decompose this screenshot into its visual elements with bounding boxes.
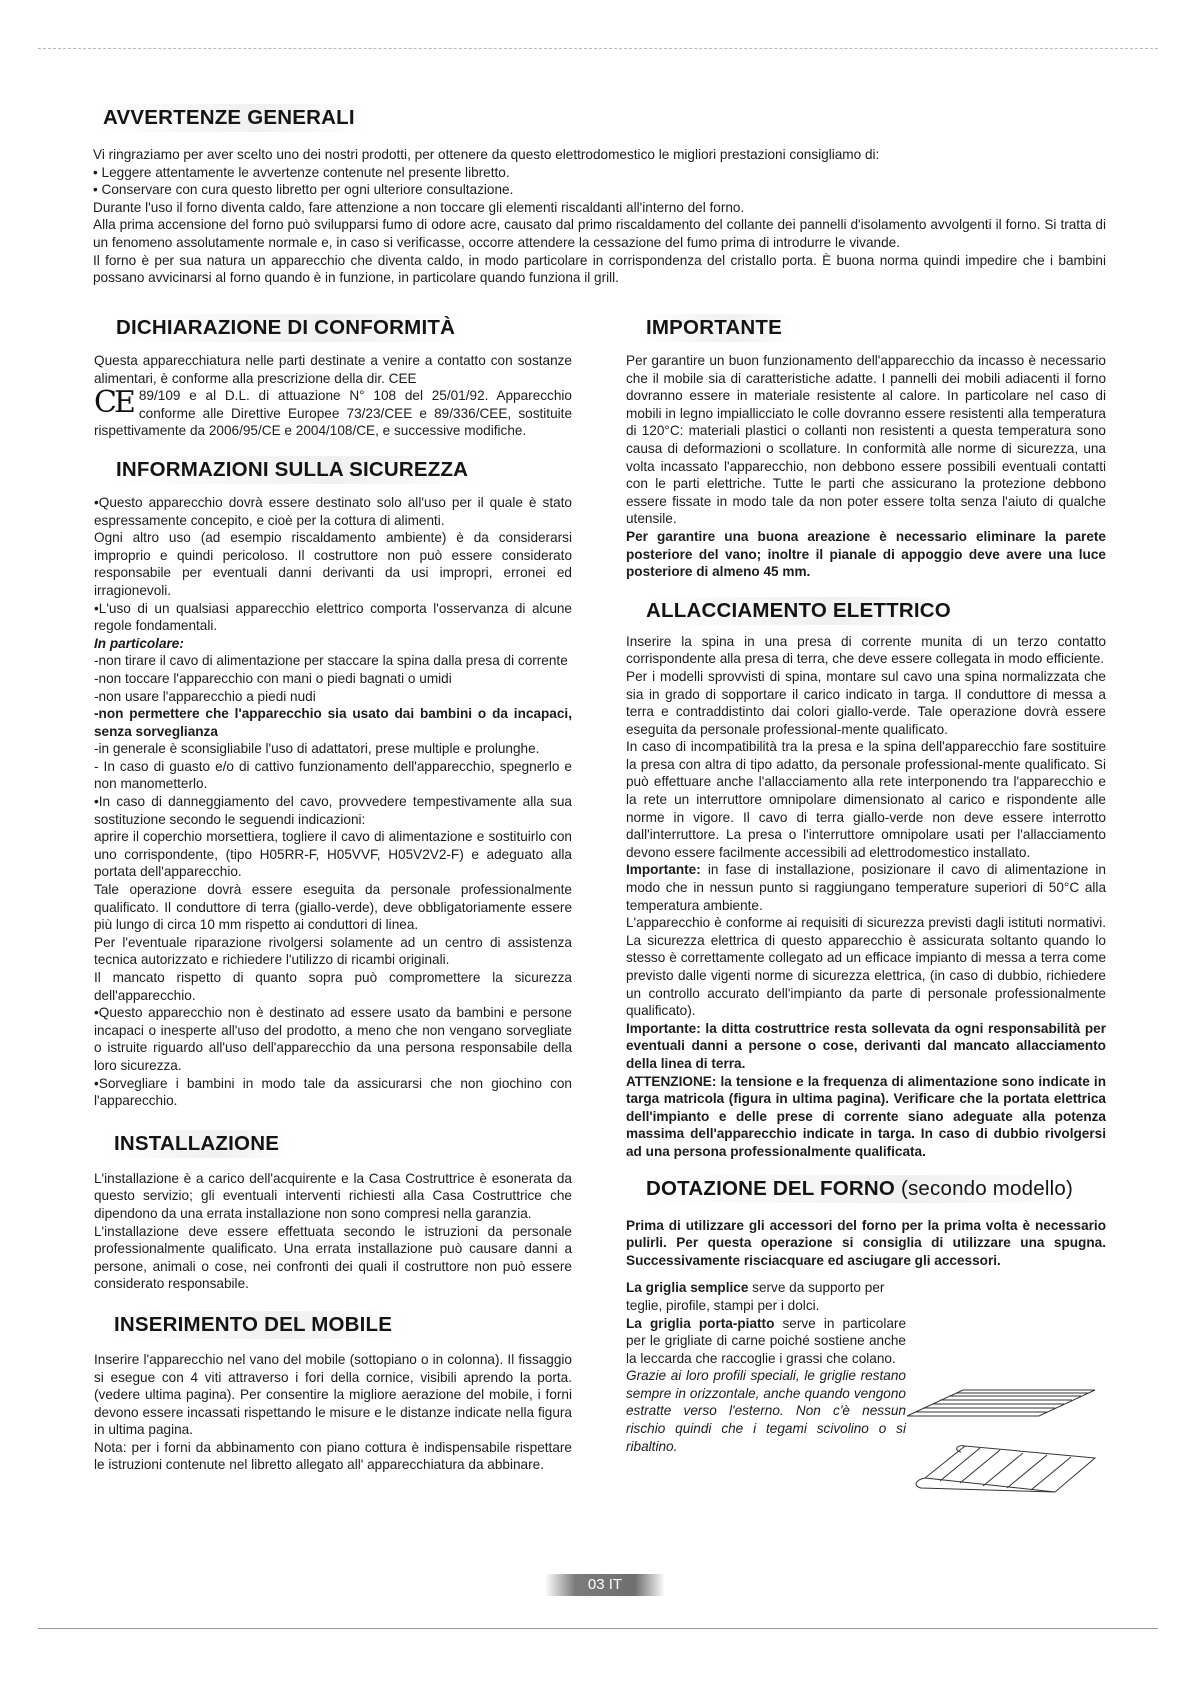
- ce-mark-icon: CE: [94, 385, 133, 421]
- sicurezza-text-bold: -non permettere che l'apparecchio sia usato dai bambini o da incapaci, senza sorveglianza: [94, 706, 572, 739]
- sicurezza-text: •In caso di danneggiamento del cavo, provvedere tempestivamente alla sua sostituzione secondo le seguendi indicazioni:: [94, 794, 572, 827]
- installazione-title: INSTALLAZIONE: [106, 1130, 572, 1158]
- dish-rack-icon: [916, 1446, 1095, 1492]
- avvertenze-line: Il forno è per sua natura un apparecchio che diventa caldo, in modo particolare in corrispondenza del cristallo porta. È buona norma quindi impedire che i bambini possano avvicinarsi al forno quando è in funzione, in particolare quando funziona il grill.: [93, 252, 1106, 286]
- avvertenze-line: • Conservare con cura questo libretto per ogni ulteriore consultazione.: [93, 182, 514, 198]
- dotazione-griglia-porta-piatto: La griglia porta-piatto serve in particolare per le grigliate di carne poiché sostiene anche la leccarda che raccoglie i grassi che colano.: [626, 1315, 907, 1366]
- importante-text-bold: Per garantire una buona areazione è necessario eliminare la parete posteriore del vano; inoltre il pianale di appoggio deve avere una luce posteriore di almeno 45 mm.: [626, 528, 1106, 580]
- sicurezza-text: •Questo apparecchio non è destinato ad essere usato da bambini e persone incapaci o inesperte all'uso del prodotto, a meno che non vengano sorvegliate o istruite riguardo all'uso dell'apparecchio da una persona responsabile della loro sicurezza.: [94, 1005, 572, 1073]
- sicurezza-text: •Sorvegliare i bambini in modo tale da assicurarsi che non giochino con l'apparecchio.: [94, 1075, 572, 1109]
- installazione-text: L'installazione deve essere effettuata secondo le istruzioni da personale professionalmente qualificato. Una errata installazione può causare danni a persone, animali o cose, nei confronti dei quali il costruttore non può essere considerato responsabile.: [94, 1223, 572, 1292]
- dichiarazione-ce: CE 89/109 e al D.L. di attuazione N° 108 del 25/01/92. Apparecchio conforme alle Direttive Europee 73/23/CEE e 89/336/CEE, sostituite rispettivamente da 2006/95/CE e 2004/108/CE, e successive modifiche.: [94, 385, 572, 439]
- allacciamento-title: ALLACCIAMENTO ELETTRICO: [638, 597, 1106, 625]
- inserimento-title: INSERIMENTO DEL MOBILE: [106, 1311, 572, 1339]
- sicurezza-text: Per l'eventuale riparazione rivolgersi solamente ad un centro di assistenza tecnica autorizzato e richiedere l'utilizzo di ricambi originali.: [94, 934, 572, 968]
- allacciamento-attenzione: ATTENZIONE: la tensione e la frequenza di alimentazione sono indicate in targa matricola (figura in ultima pagina). Verificare che la portata elettrica dell'impianto e delle prese di corrente siano adeguate alla potenza massima dell'apparecchio indicate in targa. In caso di dubbio rivolgersi ad una persona professionalmente qualificata.: [626, 1073, 1106, 1159]
- sicurezza-text: •Questo apparecchio dovrà essere destinato solo all'uso per il quale è stato espressamente concepito, e cioè per la cottura di alimenti.: [94, 494, 572, 528]
- allacciamento-text: Inserire la spina in una presa di corrente munita di un terzo contatto corrispondente alla presa di terra, che deve essere collegata in modo efficiente.: [626, 633, 1106, 667]
- installazione-text: L'installazione è a carico dell'acquirente e la Casa Costruttrice è esonerata da questo servizio; gli eventuali interventi richiesti alla Casa Costruttrice che dipendono da una errata installazione non sono compresi nella garanzia.: [94, 1170, 572, 1221]
- sicurezza-text: -non toccare l'apparecchio con mani o piedi bagnati o umidi: [94, 670, 452, 686]
- right-column: [626, 314, 1106, 1455]
- bottom-rule: [38, 1628, 1158, 1629]
- inserimento-text: Inserire l'apparecchio nel vano del mobile (sottopiano o in colonna). Il fissaggio si esegue con 4 viti attraverso i fori della cornice, visibili aprendo la porta.(vedere ultima pagina). Per consentire la migliore aerazione del mobile, i forni devono essere incassati rispettando le misure e le distanze indicate nella figura in ultima pagina.: [94, 1351, 572, 1438]
- importante-text: Per garantire un buon funzionamento dell'apparecchio da incasso è necessario che il mobile sia di caratteristiche adatte. I pannelli dei mobili adiacenti il forno dovranno essere in materiale resistente al calore. In particolare nel caso di mobili in legno impiallicciato le colle dovranno essere resistenti alla temperatura di 120°C: materiali plastici o collanti non resistenti a questa temperatura sono causa di deformazioni o scollature. In conformità alle norme di sicurezza, una volta incassato l'apparecchio, non debbono essere possibili eventuali contatti con le parti elettriche. Tutte le parti che assicurano la protezione debbono essere fissate in modo tale da non poter essere tolta senza l'aiuto di qualche utensile.: [626, 353, 1106, 527]
- left-column: [94, 314, 572, 1474]
- sicurezza-text: -in generale è sconsigliabile l'uso di adattatori, prese multiple e prolunghe.: [94, 741, 540, 757]
- dotazione-intro: Prima di utilizzare gli accessori del forno per la prima volta è necessario pulirli. Per questa operazione si consiglia di utilizzare una spugna. Successivamente risciacquare ed asciugare gli accessori.: [626, 1217, 1106, 1268]
- dichiarazione-intro: Questa apparecchiatura nelle parti destinate a venire a contatto con sostanze alimentari, è conforme alla prescrizione della dir. CEE: [94, 353, 572, 386]
- sicurezza-text: aprire il coperchio morsettiera, togliere il cavo di alimentazione e sostituirlo con uno corrispondente, (tipo H05RR-F, H05VVF, H05V2V2-F) e adeguato alla portata dell'apparecchio.: [94, 829, 572, 880]
- avvertenze-line: Vi ringraziamo per aver scelto uno dei nostri prodotti, per ottenere da questo elettrodomestico le migliori prestazioni consigliamo di:: [93, 147, 880, 162]
- importante-title: IMPORTANTE: [638, 314, 1106, 342]
- inserimento-text: Nota: per i forni da abbinamento con piano cottura è indispensabile rispettare le istruzioni contenute nel libretto allegato all' apparecchiatura da abbinare.: [94, 1439, 572, 1473]
- sicurezza-text: Il mancato rispetto di quanto sopra può compromettere la sicurezza dell'apparecchio.: [94, 970, 572, 1003]
- dotazione-title: DOTAZIONE DEL FORNO (secondo modello): [638, 1175, 1106, 1203]
- oven-racks-illustration: [905, 1388, 1105, 1498]
- avvertenze-line: Durante l'uso il forno diventa caldo, fare attenzione a non toccare gli elementi riscaldanti all'interno del forno.: [93, 199, 745, 215]
- allacciamento-text: In caso di incompatibilità tra la presa e la spina dell'apparecchio fare sostituire la presa con altra di tipo adatto, da personale professional-mente qualificato. Si può effettuare anche l'allacciamento alla rete interponendo tra l'apparecchio e la rete un interruttore omnipolare dimensionato al carico e rispondente alle norme in vigore. Il cavo di terra giallo-verde non deve essere interrotto dall'interruttore. La presa o l'interruttore omnipolare usati per l'allacciamento devono essere facilmente accessibili ad elettrodomestico installato.: [626, 739, 1106, 860]
- avvertenze-line: • Leggere attentamente le avvertenze contenute nel presente libretto.: [93, 164, 510, 180]
- sicurezza-subheading: In particolare:: [94, 635, 184, 651]
- section-avvertenze: [93, 104, 1106, 287]
- sicurezza-text: Tale operazione dovrà essere eseguita da personale professionalmente qualificato. Il conduttore di terra (giallo-verde), deve obbligatoriamente essere più lungo di circa 10 mm rispetto ai conduttori di linea.: [94, 882, 572, 933]
- flat-rack-icon: [907, 1390, 1095, 1416]
- allacciamento-text-bold: Importante: la ditta costruttrice resta sollevata da ogni responsabilità per eventuali danni a persone o cose, derivanti dal mancato allacciamento della linea di terra.: [626, 1020, 1106, 1071]
- dotazione-griglia-semplice: La griglia semplice serve da supporto per teglie, pirofile, stampi per i dolci.: [626, 1280, 885, 1313]
- sicurezza-text: •L'uso di un qualsiasi apparecchio elettrico comporta l'osservanza di alcune regole fondamentali.: [94, 600, 572, 634]
- sicurezza-title: INFORMAZIONI SULLA SICUREZZA: [108, 456, 572, 484]
- page-number: 03 IT: [545, 1574, 665, 1596]
- sicurezza-text: -non tirare il cavo di alimentazione per staccare la spina dalla presa di corrente: [94, 653, 568, 669]
- avvertenze-line: Alla prima accensione del forno può svilupparsi fumo di odore acre, causato dal primo riscaldamento del collante dei pannelli d'isolamento avvolgenti il forno. Si tratta di un fenomeno assolutamente normale e, in caso si verificasse, occorre attendere la cessazione del fumo prima di introdurre le vivande.: [93, 217, 1106, 250]
- top-rule: [38, 48, 1158, 49]
- allacciamento-text: L'apparecchio è conforme ai requisiti di sicurezza previsti dagli istituti normativi. La sicurezza elettrica di questo apparecchio è assicurata soltanto quando lo stesso è correttamente collegato ad un efficace impianto di messa a terra come previsto dalle vigenti norme di sicurezza elettrica, (in caso di dubbio, richiedere un controllo accurato dell'impianto da parte di personale professionalmente qualificato).: [626, 915, 1106, 1019]
- dotazione-note: Grazie ai loro profili speciali, le griglie restano sempre in orizzontale, anche quando vengono estratte verso l'esterno. Non c'è nessun rischio quindi che i tegami scivolino o si ribaltino.: [626, 1368, 906, 1454]
- avvertenze-title: AVVERTENZE GENERALI: [95, 104, 1106, 132]
- allacciamento-text: Importante: in fase di installazione, posizionare il cavo di alimentazione in modo che in nessun punto si raggiungano temperature superiori di 50°C alla temperatura ambiente.: [626, 862, 1106, 913]
- allacciamento-text: Per i modelli sprovvisti di spina, montare sul cavo una spina normalizzata che sia in grado di sopportare il carico indicato in targa. Il conduttore di messa a terra e contraddistinto dai colori giallo-verde. Tale operazione dovrà essere eseguita da personale professional-mente qualificato.: [626, 668, 1106, 737]
- dichiarazione-title: DICHIARAZIONE DI CONFORMITÀ: [108, 314, 572, 342]
- sicurezza-text: -non usare l'apparecchio a piedi nudi: [94, 688, 316, 704]
- sicurezza-text: - In caso di guasto e/o di cattivo funzionamento dell'apparecchio, spegnerlo e non manometterlo.: [94, 758, 572, 792]
- sicurezza-text: Ogni altro uso (ad esempio riscaldamento ambiente) è da considerarsi improprio e quindi pericoloso. Il costruttore non può essere considerato responsabile per eventuali danni derivanti da usi impropri, erronei ed irragionevoli.: [94, 530, 572, 598]
